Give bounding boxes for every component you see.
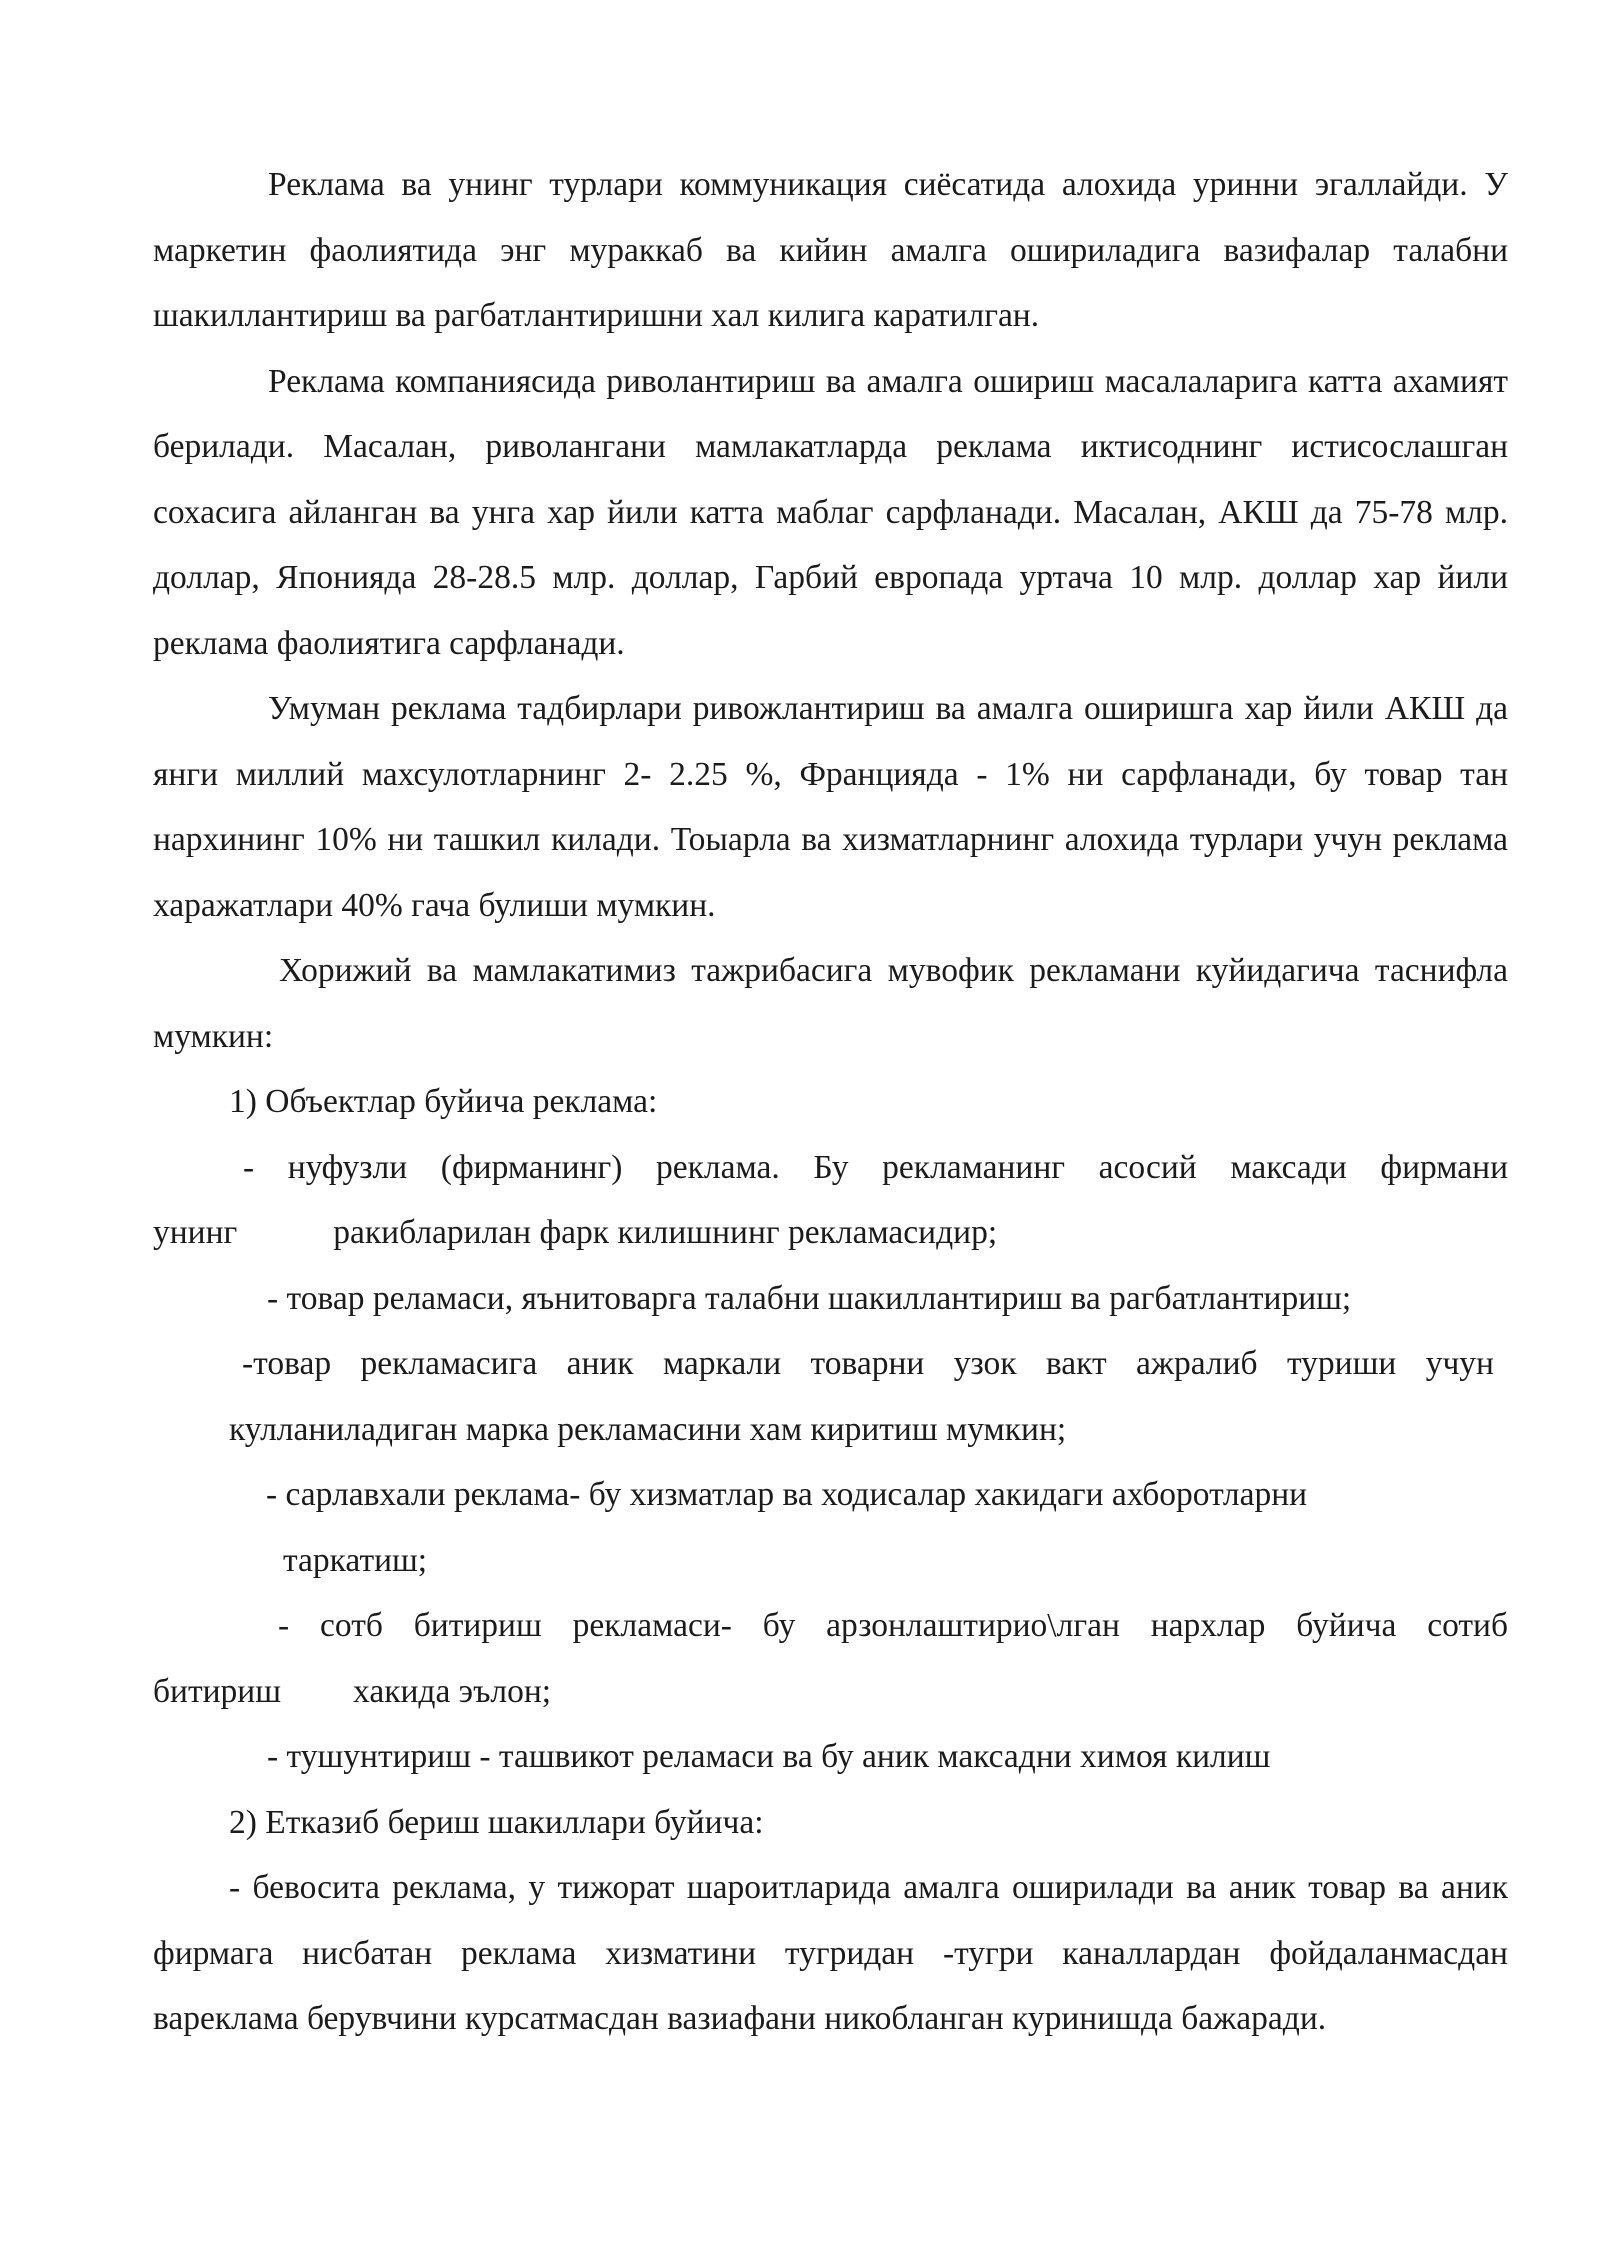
- paragraph-advertising-spending: Умуман реклама тадбирлари ривожлантириш ва амалга оширишга хар йили АКШ да янги миллий махсулотларнинг 2- 2.25 %, Францияда - 1% ни сарфланади, бу товар тан нархининг 10% ни ташкил килади. Тоыарла ва хизматларнинг алохида турлари учун реклама харажатлари 40% гача булиши мумкин.: [153, 690, 1508, 924]
- list-item-brand-advertising: -товар рекламасига аник маркали товарни узок вакт ажралиб туриши учун: [242, 1345, 1494, 1382]
- list-item-explanatory-advertising: - тушунтириш - ташвикот реламаси ва бу аник максадни химоя килиш: [267, 1738, 1271, 1775]
- list-item-product-advertising: - товар реламаси, яънитоварга талабни шакиллантириш ва рагбатлантириш;: [267, 1279, 1352, 1317]
- list-item-sales-advertising-continued: [153, 1659, 1508, 1725]
- list-item-prestige-advertising: - нуфузли (фирманинг) реклама. Бу рекламанинг асосий максади фирмани: [243, 1148, 1508, 1186]
- list-item-headline-advertising-continued: таркатиш;: [283, 1541, 428, 1579]
- list-heading-by-delivery: 2) Етказиб бериш шакиллари буйича:: [229, 1803, 764, 1841]
- paragraph-advertising-intro: Реклама ва унинг турлари коммуникация сиёсатида алохида уринни эгаллайди. У маркетин фаолиятида энг мураккаб ва кийин амалга ошириладига вазифалар талабни шакиллантириш ва рагбатлантиришни хал килига каратилган.: [153, 166, 1508, 334]
- list-item-headline-advertising: - сарлавхали реклама- бу хизматлар ва ходисалар хакидаги ахборотларни: [266, 1476, 1308, 1513]
- sales-continued-part1: битириш: [153, 1672, 282, 1710]
- list-item-direct-advertising: - бевосита реклама, у тижорат шароитларида амалга оширилади ва аник товар ва аник фирмага нисбатан реклама хизматини тугридан -тугри каналлардан фойдаланмасдан вареклама берувчини курсатмасдан вазиафани никобланган куринишда бажаради.: [153, 1869, 1508, 2037]
- list-heading-by-objects: 1) Объектлар буйича реклама:: [229, 1083, 658, 1120]
- list-item-prestige-advertising-continued: [153, 1200, 1508, 1266]
- prestige-continued-part2: ракибларилан фарк килишнинг рекламасидир;: [333, 1214, 998, 1251]
- sales-continued-part2: хакида эълон;: [353, 1672, 552, 1710]
- paragraph-advertising-development: Реклама компаниясида риволантириш ва амалга ошириш масалаларига катта ахамият берилади. Масалан, риволангани мамлакатларда реклама иктисоднинг истисослашган сохасига айланган ва унга хар йили катта маблаг сарфланади. Масалан, АКШ да 75-78 млр. доллар, Японияда 28-28.5 млр. доллар, Гарбий европада уртача 10 млр. доллар хар йили реклама фаолиятига сарфланади.: [153, 362, 1508, 662]
- paragraph-classification-intro: Хорижий ва мамлакатимиз тажрибасига мувофик рекламани куйидагича таснифла мумкин:: [153, 952, 1508, 1055]
- list-item-sales-advertising: - сотб битириш рекламаси- бу арзонлаштирио\лган нархлар буйича сотиб: [278, 1607, 1508, 1644]
- list-item-brand-advertising-continued: кулланиладиган марка рекламасини хам киритиш мумкин;: [229, 1410, 1067, 1448]
- prestige-continued-part1: унинг: [153, 1214, 238, 1251]
- document-page: [153, 152, 1508, 2052]
